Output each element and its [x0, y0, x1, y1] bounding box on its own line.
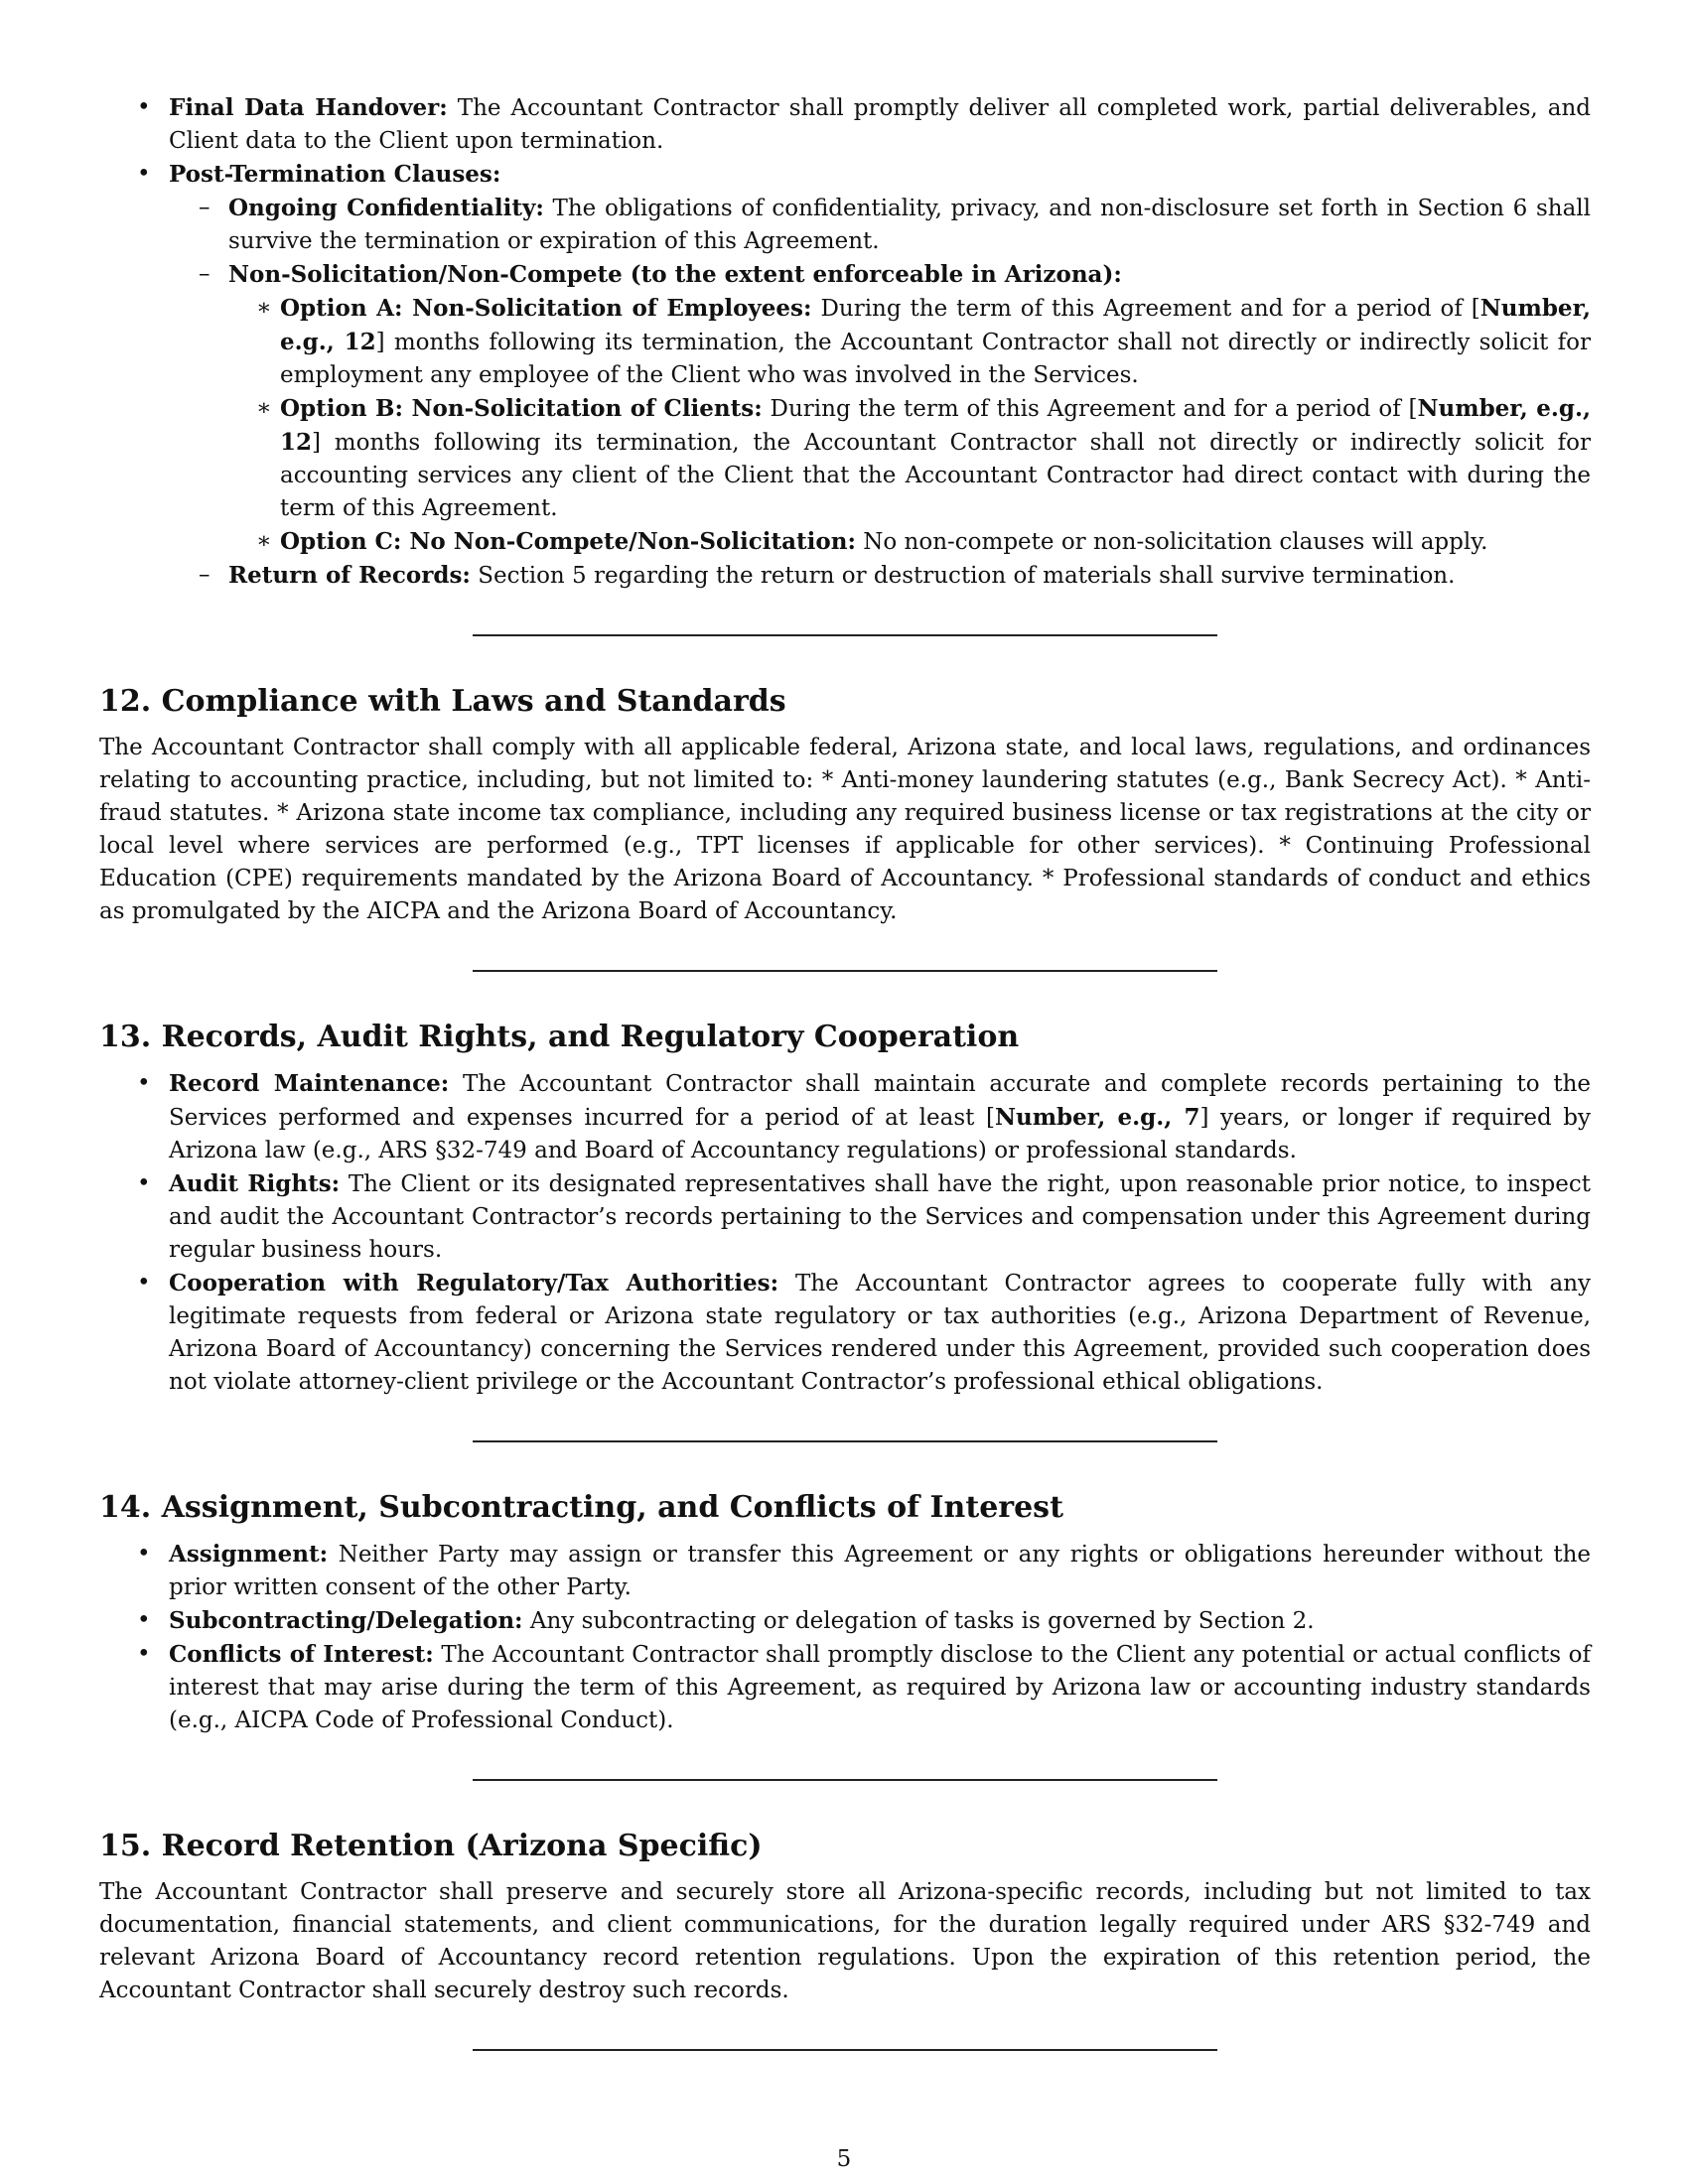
section-divider — [473, 2049, 1217, 2051]
placeholder-value: Number, e.g., 12 — [280, 395, 1592, 456]
placeholder-value: Number, e.g., 12 — [280, 295, 1592, 355]
item-label: Cooperation with Regulatory/Tax Authorities: — [169, 1270, 779, 1297]
document-page — [99, 91, 1591, 2097]
list-item — [169, 559, 1591, 593]
item-text: The obligations of confidentiality, privacy, and non-disclosure set forth in Section 6 shall survive the termination or expiration of this Agreement. — [228, 196, 1591, 254]
section-body: The Accountant Contractor shall comply with all applicable federal, Arizona state, and local laws, regulations, and ordinances relating to accounting practice, including, but not limited to: * Anti-money laundering statutes (e.g., Bank Secrecy Act). * Anti-fraud statutes. * Arizona state income tax compliance, including any required business license or tax registrations at the city or local level where services are performed (e.g., TPT licenses if applicable for other services). * Continuing Professional Education (CPE) requirements mandated by the Arizona Board of Accountancy. * Professional standards of conduct and ethics as promulgated by the AICPA and the Arizona Board of Accountancy. — [99, 735, 1591, 924]
item-text: During the term of this Agreement and for a period of [ — [762, 396, 1418, 422]
section-divider — [473, 634, 1217, 636]
item-label: Subcontracting/Delegation: — [169, 1607, 523, 1634]
section-divider — [473, 1440, 1217, 1442]
list-item — [99, 91, 1591, 158]
item-label: Final Data Handover: — [169, 94, 448, 121]
option-label: Option C: No Non-Compete/Non-Solicitation: — [280, 528, 856, 555]
post-termination-sublist — [169, 192, 1591, 593]
list-item — [99, 158, 1591, 593]
item-label: Ongoing Confidentiality: — [228, 195, 544, 221]
records-list — [99, 1067, 1591, 1399]
item-label: Record Maintenance: — [169, 1070, 450, 1097]
item-label: Assignment: — [169, 1541, 329, 1568]
section-divider — [473, 970, 1217, 972]
item-text: The Accountant Contractor agrees to cooperate fully with any legitimate requests from federal or Arizona state regulatory or tax authorities (e.g., Arizona Department of Revenue, Arizona Board of Accountancy) concerning the Services rendered under this Agreement, provided such cooperation does not violate attorney-client privilege or the Accountant Contractor’s professional ethical obligations. — [169, 1271, 1591, 1395]
list-item — [99, 1638, 1591, 1737]
item-text: The Accountant Contractor shall promptly deliver all completed work, partial deliverables, and Client data to the Client upon termination. — [169, 95, 1592, 154]
item-label: Non-Solicitation/Non-Compete (to the extent enforceable in Arizona): — [228, 261, 1122, 288]
option-label: Option A: Non-Solicitation of Employees: — [280, 295, 812, 322]
list-item — [99, 1067, 1591, 1167]
item-text: The Accountant Contractor shall promptly disclose to the Client any potential or actual conflicts of interest that may arise during the term of this Agreement, as required by Arizona law or accounting industry standards (e.g., AICPA Code of Professional Conduct). — [169, 1642, 1591, 1733]
item-text: The Client or its designated representatives shall have the right, upon reasonable prior notice, to inspect and audit the Accountant Contractor’s records pertaining to the Services and compensation under this Agreement during regular business hours. — [169, 1171, 1591, 1263]
section-heading: 14. Assignment, Subcontracting, and Conflicts of Interest — [99, 1490, 1063, 1525]
option-label: Option B: Non-Solicitation of Clients: — [280, 395, 763, 422]
item-text: Section 5 regarding the return or destruction of materials shall survive termination. — [470, 563, 1456, 589]
item-text: ] months following its termination, the Accountant Contractor shall not directly or indirectly solicit for employment any employee of the Client who was involved in the Services. — [280, 330, 1591, 388]
item-label: Audit Rights: — [169, 1170, 341, 1197]
section-heading: 13. Records, Audit Rights, and Regulatory Cooperation — [99, 1020, 1020, 1054]
item-label: Conflicts of Interest: — [169, 1641, 434, 1668]
option-b — [228, 392, 1591, 525]
termination-list — [99, 91, 1591, 593]
item-text: The Accountant Contractor shall maintain accurate and complete records pertaining to the Services performed and expenses incurred for a period of at least [ — [169, 1071, 1591, 1131]
list-item — [99, 1538, 1591, 1604]
option-c — [228, 525, 1591, 559]
section-divider — [473, 1779, 1217, 1781]
item-text: No non-compete or non-solicitation clauses will apply. — [855, 529, 1488, 555]
item-label: Post-Termination Clauses: — [169, 161, 501, 188]
section-heading: 12. Compliance with Laws and Standards — [99, 684, 786, 719]
option-a — [228, 292, 1591, 392]
item-text: ] months following its termination, the Accountant Contractor shall not directly or indirectly solicit for accounting services any client of the Client that the Accountant Contractor had direct contact with during the term of this Agreement. — [280, 430, 1591, 521]
page-number: 5 — [836, 2146, 852, 2172]
item-text: ] years, or longer if required by Arizona law (e.g., ARS §32-749 and Board of Accountancy regulations) or professional standards. — [169, 1105, 1591, 1163]
assignment-list — [99, 1538, 1591, 1737]
list-item — [169, 258, 1591, 559]
item-label: Return of Records: — [228, 562, 471, 589]
list-item — [99, 1267, 1591, 1399]
placeholder-value: Number, e.g., 7 — [994, 1104, 1200, 1131]
list-item — [169, 192, 1591, 258]
item-text: Any subcontracting or delegation of tasks is governed by Section 2. — [522, 1608, 1315, 1634]
item-text: Neither Party may assign or transfer this Agreement or any rights or obligations hereunder without the prior written consent of the other Party. — [169, 1542, 1591, 1600]
list-item — [99, 1167, 1591, 1267]
options-list — [228, 292, 1591, 559]
section-body: The Accountant Contractor shall preserve and securely store all Arizona-specific records, including but not limited to tax documentation, financial statements, and client communications, for the duration legally required under ARS §32-749 and relevant Arizona Board of Accountancy record retention regulations. Upon the expiration of this retention period, the Accountant Contractor shall securely destroy such records. — [99, 1879, 1591, 2003]
section-heading: 15. Record Retention (Arizona Specific) — [99, 1829, 763, 1863]
list-item — [99, 1604, 1591, 1638]
item-text: During the term of this Agreement and for a period of [ — [811, 296, 1480, 322]
